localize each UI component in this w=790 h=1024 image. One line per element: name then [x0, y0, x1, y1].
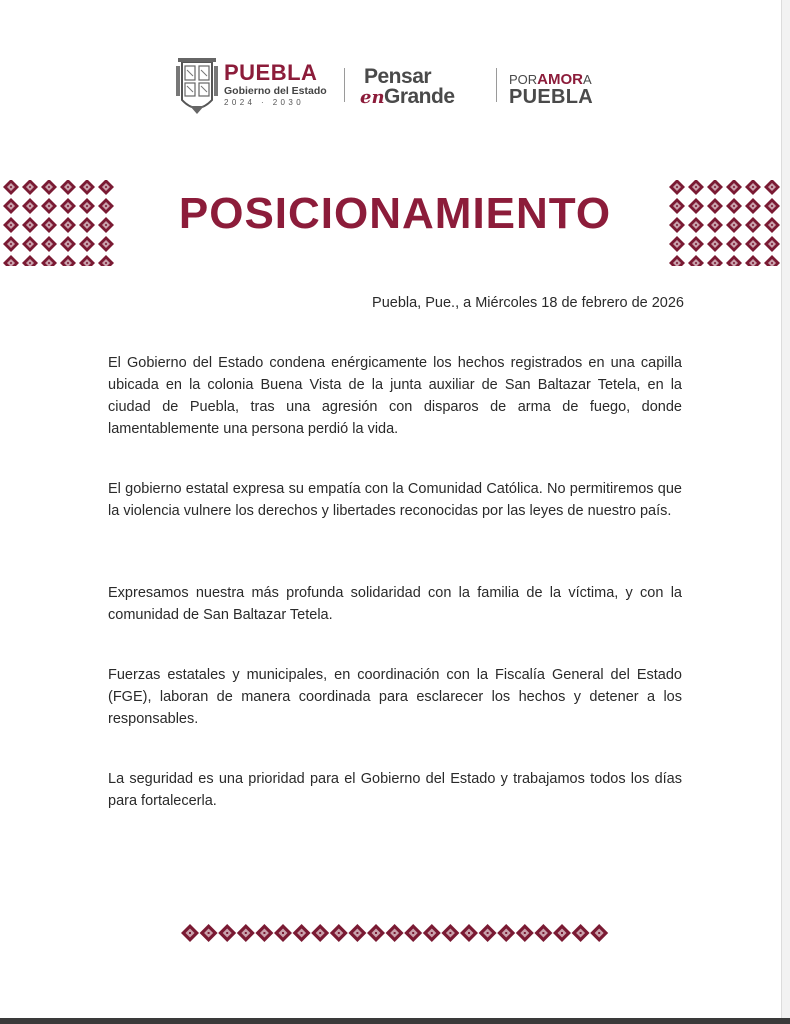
bottom-pattern-icon [180, 920, 610, 946]
paragraph-2: El gobierno estatal expresa su empatía con la Comunidad Católica. No permitiremos que la violencia vulnere los derechos y libertades reconocidas por las leyes de nuestro país. [108, 481, 682, 519]
paragraph-1: El Gobierno del Estado condena enérgicamente los hechos registrados en una capilla ubicada en la colonia Buena Vista de la junta auxiliar de San Baltazar Tetela, en la ciudad de Puebla, tras una agresión con disparos de arma de fuego, donde lamentablemente una persona perdió la vida. [108, 355, 682, 437]
slogan-bottom: Grande [384, 85, 455, 108]
state-name: PUEBLA [224, 60, 318, 85]
header-logos [176, 54, 616, 122]
government-period: 2024 · 2030 [224, 98, 305, 107]
slogan-en: en [360, 87, 385, 108]
coat-of-arms-icon [176, 56, 218, 118]
amor-puebla: PUEBLA [509, 86, 594, 108]
bottom-edge [0, 1018, 790, 1024]
pensar-en-grande-logo [360, 66, 470, 110]
page-edge [781, 0, 790, 1024]
document-title: POSICIONAMIENTO [178, 189, 612, 238]
amor-line [509, 72, 619, 87]
amor-a: A [583, 72, 592, 87]
left-pattern-icon [2, 180, 118, 266]
paragraph-5: La seguridad es una prioridad para el Gobierno del Estado y trabajamos todos los días para fortalecerla. [108, 771, 682, 809]
paragraph-3: Expresamos nuestra más profunda solidaridad con la familia de la víctima, y con la comunidad de San Baltazar Tetela. [108, 585, 682, 623]
puebla-logo [224, 62, 334, 108]
government-label: Gobierno del Estado [224, 85, 327, 97]
logo-divider [496, 68, 497, 102]
right-pattern-icon [668, 180, 782, 266]
amor-por: POR [509, 72, 538, 87]
paragraph-4: Fuerzas estatales y municipales, en coordinación con la Fiscalía General del Estado (FGE), laboran de manera coordinada para esclarecer los hechos y detener a los responsables. [108, 667, 682, 727]
logo-divider [344, 68, 345, 102]
amor-amor: AMOR [537, 71, 583, 88]
por-amor-a-puebla-logo [509, 72, 619, 107]
slogan-top: Pensar [364, 65, 432, 88]
document-date: Puebla, Pue., a Miércoles 18 de febrero de 2026 [372, 295, 684, 311]
